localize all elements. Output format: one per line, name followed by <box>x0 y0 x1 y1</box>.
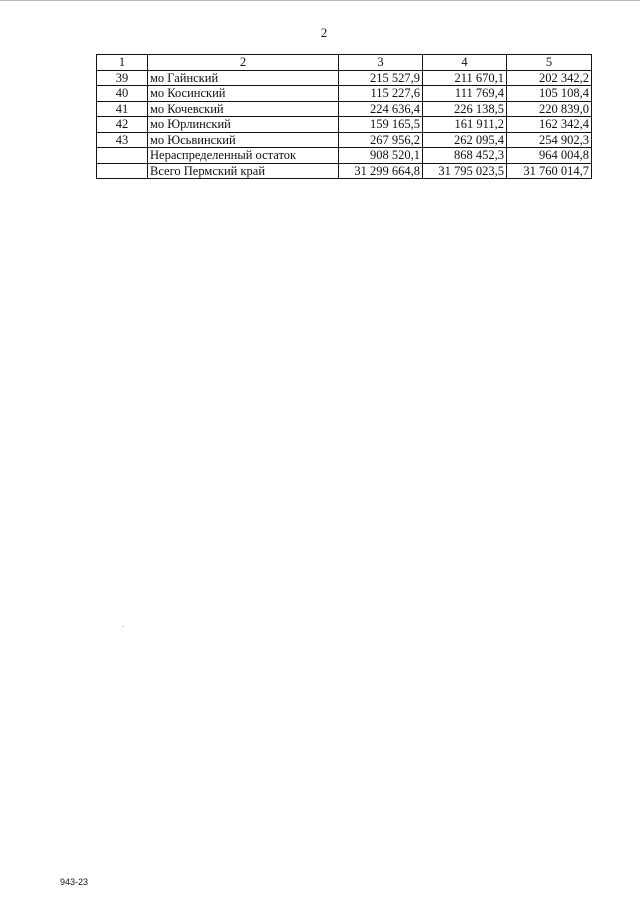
value-col-5: 105 108,4 <box>507 86 592 102</box>
column-header: 3 <box>339 55 423 71</box>
table-row-total <box>97 163 592 179</box>
value-col-4: 868 452,3 <box>423 148 507 164</box>
row-number: 43 <box>97 132 148 148</box>
value-col-5: 254 902,3 <box>507 132 592 148</box>
column-header: 4 <box>423 55 507 71</box>
row-number: 40 <box>97 86 148 102</box>
value-col-5: 964 004,8 <box>507 148 592 164</box>
municipality-name: мо Юрлинский <box>148 117 339 133</box>
value-col-3: 224 636,4 <box>339 101 423 117</box>
column-header: 2 <box>148 55 339 71</box>
table-row <box>97 101 592 117</box>
column-header: 5 <box>507 55 592 71</box>
value-col-4: 226 138,5 <box>423 101 507 117</box>
row-label: Всего Пермский край <box>148 163 339 179</box>
scan-speck <box>122 626 124 627</box>
municipality-name: мо Косинский <box>148 86 339 102</box>
row-number <box>97 163 148 179</box>
document-code: 943-23 <box>60 877 89 887</box>
value-col-3: 31 299 664,8 <box>339 163 423 179</box>
row-number: 42 <box>97 117 148 133</box>
value-col-3: 159 165,5 <box>339 117 423 133</box>
column-header: 1 <box>97 55 148 71</box>
value-col-3: 267 956,2 <box>339 132 423 148</box>
value-col-3: 215 527,9 <box>339 70 423 86</box>
value-col-3: 115 227,6 <box>339 86 423 102</box>
table-row <box>97 132 592 148</box>
row-label: Нераспределенный остаток <box>148 148 339 164</box>
table-row <box>97 117 592 133</box>
value-col-3: 908 520,1 <box>339 148 423 164</box>
page-number: 2 <box>320 25 328 40</box>
value-col-4: 31 795 023,5 <box>423 163 507 179</box>
row-number: 39 <box>97 70 148 86</box>
value-col-5: 220 839,0 <box>507 101 592 117</box>
municipality-name: мо Гайнский <box>148 70 339 86</box>
municipality-name: мо Кочевский <box>148 101 339 117</box>
value-col-4: 111 769,4 <box>423 86 507 102</box>
municipality-name: мо Юсьвинский <box>148 132 339 148</box>
value-col-5: 31 760 014,7 <box>507 163 592 179</box>
table-header-row <box>97 55 592 71</box>
top-rule <box>0 0 640 1</box>
value-col-4: 211 670,1 <box>423 70 507 86</box>
value-col-5: 162 342,4 <box>507 117 592 133</box>
value-col-4: 262 095,4 <box>423 132 507 148</box>
table-row-unallocated <box>97 148 592 164</box>
value-col-5: 202 342,2 <box>507 70 592 86</box>
row-number <box>97 148 148 164</box>
budget-table <box>96 54 592 179</box>
table-row <box>97 86 592 102</box>
value-col-4: 161 911,2 <box>423 117 507 133</box>
table-row <box>97 70 592 86</box>
row-number: 41 <box>97 101 148 117</box>
